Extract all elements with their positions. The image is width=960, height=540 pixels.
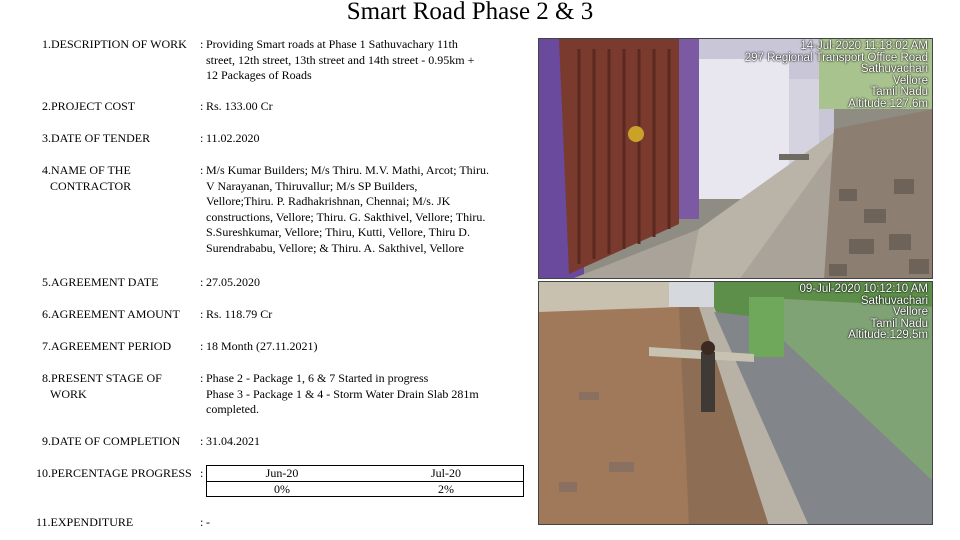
progress-table	[206, 465, 524, 497]
label-line: 10.PERCENTAGE PROGRESS	[36, 466, 192, 480]
value-line: Surendrababu, Vellore; & Thiru. A. Sakthivel, Vellore	[206, 240, 464, 255]
value-line: street, 12th street, 13th street and 14th street - 0.95km +	[206, 52, 475, 67]
label-line: 3.DATE OF TENDER	[42, 131, 151, 145]
value-line: S.Sureshkumar, Vellore; Thiru, Kutti, Vellore, Thiru D.	[206, 225, 470, 239]
label-line: 5.AGREEMENT DATE	[42, 275, 159, 289]
stamp-line: Altitude:129.5m	[848, 329, 928, 341]
stamp-line: Vellore	[892, 306, 928, 318]
site-photo-2	[538, 281, 933, 525]
stamp-line: Sathuvachari	[860, 63, 928, 75]
label-line: 2.PROJECT COST	[42, 99, 136, 113]
stamp-line: 297 Regional Transport Office Road	[744, 51, 928, 64]
label-line: 4.NAME OF THE	[42, 163, 131, 177]
photo-stamp	[745, 41, 928, 110]
progress-header: Jul-20	[431, 466, 461, 480]
value-line: -	[206, 515, 210, 529]
page-title: Smart Road Phase 2 & 3	[346, 0, 594, 25]
value-line: constructions, Vellore; Thiru. G. Sakthivel, Vellore; Thiru.	[206, 209, 486, 224]
label-line: 1.DESCRIPTION OF WORK	[42, 37, 187, 51]
value-line: V Narayanan, Thiruvallur; M/s SP Builders,	[206, 178, 418, 193]
value-line: Vellore;Thiru. P. Radhakrishnan, Chennai; M/s. JK	[206, 194, 451, 208]
stamp-line: Tamil Nadu	[870, 317, 928, 330]
progress-value: 2%	[438, 482, 454, 496]
stamp-line: Vellore	[892, 74, 928, 87]
stamp-line: Tamil Nadu	[870, 86, 928, 98]
label-line: CONTRACTOR	[50, 178, 132, 193]
value-line: 31.04.2021	[206, 434, 260, 448]
value-line: 11.02.2020	[206, 131, 260, 145]
value-line: 27.05.2020	[206, 275, 260, 289]
value-line: Providing Smart roads at Phase 1 Sathuvachary 11th	[206, 37, 458, 51]
value-line: Phase 3 - Package 1 & 4 - Storm Water Drain Slab 281m	[206, 386, 479, 401]
value-line: 18 Month (27.11.2021)	[206, 339, 318, 353]
value-line: 12 Packages of Roads	[206, 68, 312, 82]
label-line: WORK	[50, 386, 87, 401]
label-line: 6.AGREEMENT AMOUNT	[42, 307, 180, 321]
photo-stamp	[799, 284, 928, 342]
value-line: Rs. 118.79 Cr	[206, 307, 273, 321]
stamp-line: Altitude:127.6m	[848, 97, 928, 110]
progress-value: 0%	[274, 482, 290, 496]
stamp-line: Sathuvachari	[860, 294, 928, 307]
stamp-line: 09-Jul-2020 10:12:10 AM	[799, 283, 928, 295]
label-line: 11.EXPENDITURE	[36, 515, 134, 529]
value-line: Phase 2 - Package 1, 6 & 7 Started in progress	[206, 371, 429, 385]
label-line: 7.AGREEMENT PERIOD	[42, 339, 172, 353]
value-line: completed.	[206, 402, 259, 416]
label-line: 8.PRESENT STAGE OF	[42, 371, 162, 385]
label-line: 9.DATE OF COMPLETION	[42, 434, 181, 448]
stamp-line: 14-Jul-2020 11:18:02 AM	[800, 40, 928, 52]
value-line: M/s Kumar Builders; M/s Thiru. M.V. Mathi, Arcot; Thiru.	[206, 163, 490, 177]
value-line: Rs. 133.00 Cr	[206, 99, 273, 113]
progress-header: Jun-20	[265, 466, 299, 480]
site-photo-1	[538, 38, 933, 279]
